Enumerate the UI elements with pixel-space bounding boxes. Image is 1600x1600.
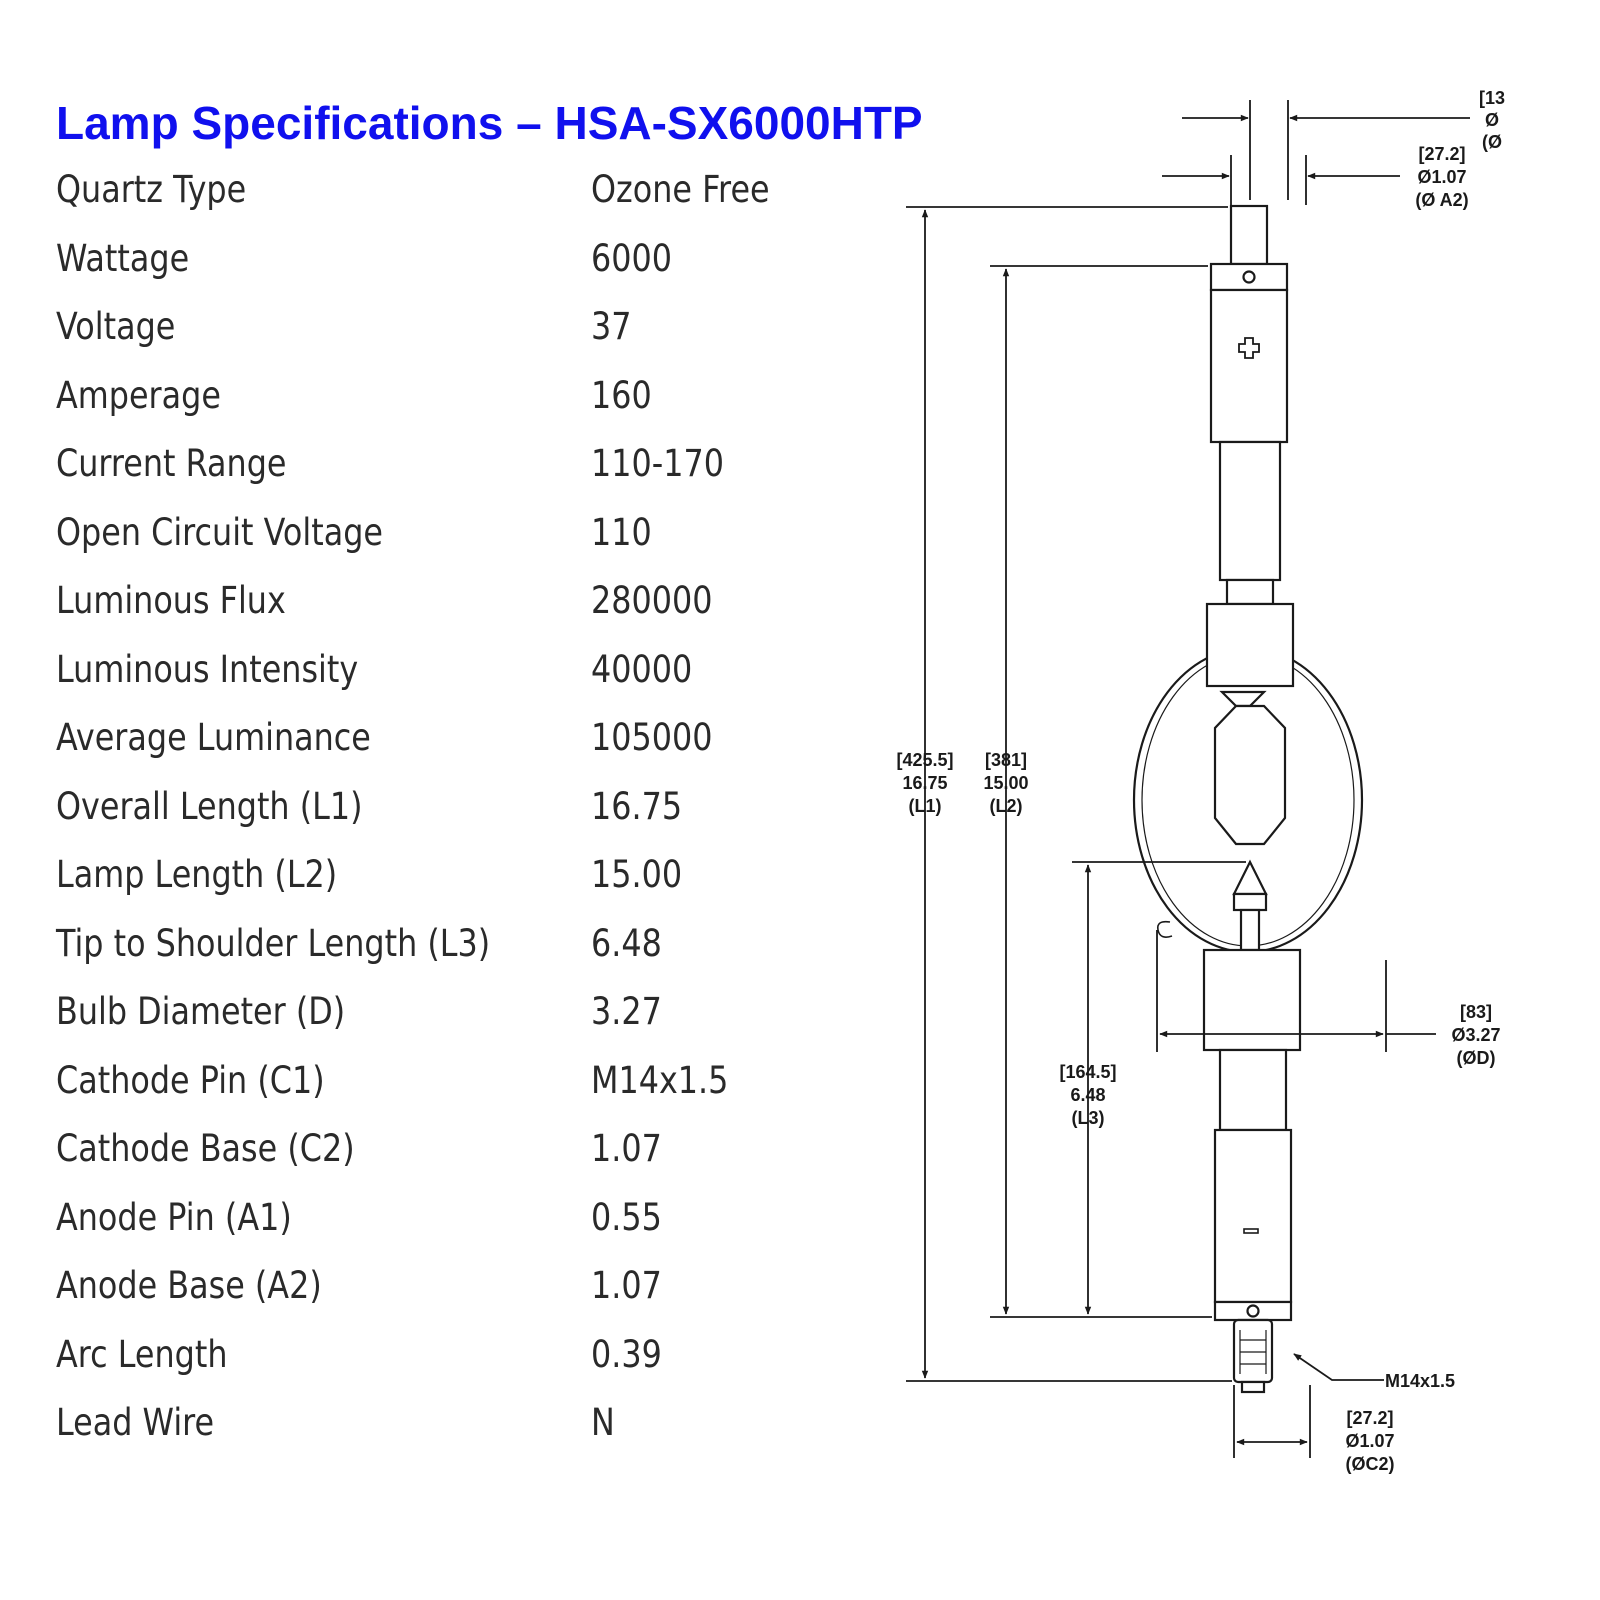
anode-shoulder — [1207, 604, 1293, 686]
a2-dim-label: (Ø A2) — [1415, 190, 1469, 210]
spec-label: Amperage — [56, 373, 221, 417]
spec-value: 3.27 — [591, 990, 662, 1033]
spec-value: 1.07 — [591, 1264, 662, 1307]
spec-label: Anode Pin (A1) — [56, 1195, 292, 1239]
spec-label: Luminous Intensity — [56, 647, 359, 691]
cathode-shoulder — [1204, 950, 1300, 1050]
spec-label: Average Luminance — [56, 716, 371, 759]
a2-dim-label: [27.2] — [1418, 144, 1466, 164]
a1-dim-label: [13 — [1478, 88, 1506, 108]
spec-label: Cathode Pin (C1) — [56, 1058, 325, 1102]
spec-value: 6000 — [591, 236, 672, 280]
l2-dim-label: (L2) — [989, 796, 1023, 816]
l1-dim-label: (L1) — [908, 796, 942, 816]
anode-collar — [1227, 580, 1273, 604]
c2-dim-label: (ØC2) — [1345, 1454, 1395, 1474]
spec-label: Cathode Base (C2) — [56, 1127, 355, 1170]
spec-label: Lead Wire — [56, 1401, 215, 1444]
spec-value: 110 — [591, 510, 652, 554]
spec-value: 37 — [591, 305, 632, 348]
l3-dim-label: (L3) — [1071, 1108, 1105, 1128]
d-dim-label: (ØD) — [1456, 1048, 1496, 1068]
cathode-hole — [1248, 1306, 1259, 1317]
spec-value: M14x1.5 — [591, 1058, 729, 1102]
anode-pin — [1231, 206, 1267, 264]
l1-dim-label: [425.5] — [896, 750, 954, 770]
spec-value: 110-170 — [591, 442, 724, 485]
spec-value: 6.48 — [591, 921, 662, 965]
cathode-ferrule — [1215, 1130, 1291, 1302]
spec-value: 16.75 — [591, 784, 683, 828]
spec-label: Open Circuit Voltage — [56, 510, 384, 554]
l3-dim-label: [164.5] — [1059, 1062, 1117, 1082]
page-title: Lamp Specifications – HSA-SX6000HTP — [56, 97, 923, 149]
d-dim-label: [83] — [1459, 1002, 1493, 1022]
spec-value: 160 — [591, 373, 652, 417]
l2-dim-label: 15.00 — [983, 773, 1029, 793]
spec-value: 0.39 — [591, 1332, 662, 1376]
l3-dim-label: 6.48 — [1070, 1085, 1106, 1105]
c1-dim-label: M14x1.5 — [1384, 1371, 1456, 1391]
spec-value: 15.00 — [591, 853, 683, 896]
anode-neck — [1220, 442, 1280, 580]
spec-label: Tip to Shoulder Length (L3) — [56, 921, 491, 965]
a1-dim-label: Ø — [1484, 110, 1500, 130]
cathode-neck — [1220, 1050, 1286, 1130]
c1-leader — [1294, 1354, 1384, 1380]
spec-label: Wattage — [56, 236, 190, 280]
spec-value: 40000 — [591, 647, 693, 691]
spec-label: Overall Length (L1) — [56, 784, 363, 828]
spec-label: Lamp Length (L2) — [56, 853, 338, 896]
spec-label: Current Range — [56, 442, 287, 485]
l2-dim-label: [381] — [984, 750, 1028, 770]
minus-icon — [1244, 1229, 1258, 1233]
spec-value: 1.07 — [591, 1127, 662, 1170]
c2-dim-label: [27.2] — [1346, 1408, 1394, 1428]
spec-value: 105000 — [591, 716, 713, 759]
lamp-outline — [1134, 206, 1362, 1392]
spec-label: Anode Base (A2) — [56, 1264, 322, 1307]
spec-label: Quartz Type — [56, 168, 247, 211]
d-dim-label: Ø3.27 — [1451, 1025, 1501, 1045]
spec-label: Bulb Diameter (D) — [56, 990, 346, 1033]
spec-value: 0.55 — [591, 1195, 662, 1239]
l1-dim-label: 16.75 — [902, 773, 948, 793]
anode-hole — [1244, 272, 1255, 283]
a2-dim-label: Ø1.07 — [1417, 167, 1467, 187]
spec-value: N — [591, 1401, 615, 1444]
anode-ferrule — [1211, 290, 1287, 442]
spec-label: Arc Length — [56, 1332, 228, 1376]
spec-label: Luminous Flux — [56, 579, 286, 622]
c2-dim-label: Ø1.07 — [1345, 1431, 1395, 1451]
spec-value: Ozone Free — [591, 168, 770, 211]
a1-dim-label: (Ø — [1482, 132, 1502, 152]
spec-value: 280000 — [591, 579, 713, 622]
spec-label: Voltage — [56, 305, 176, 348]
